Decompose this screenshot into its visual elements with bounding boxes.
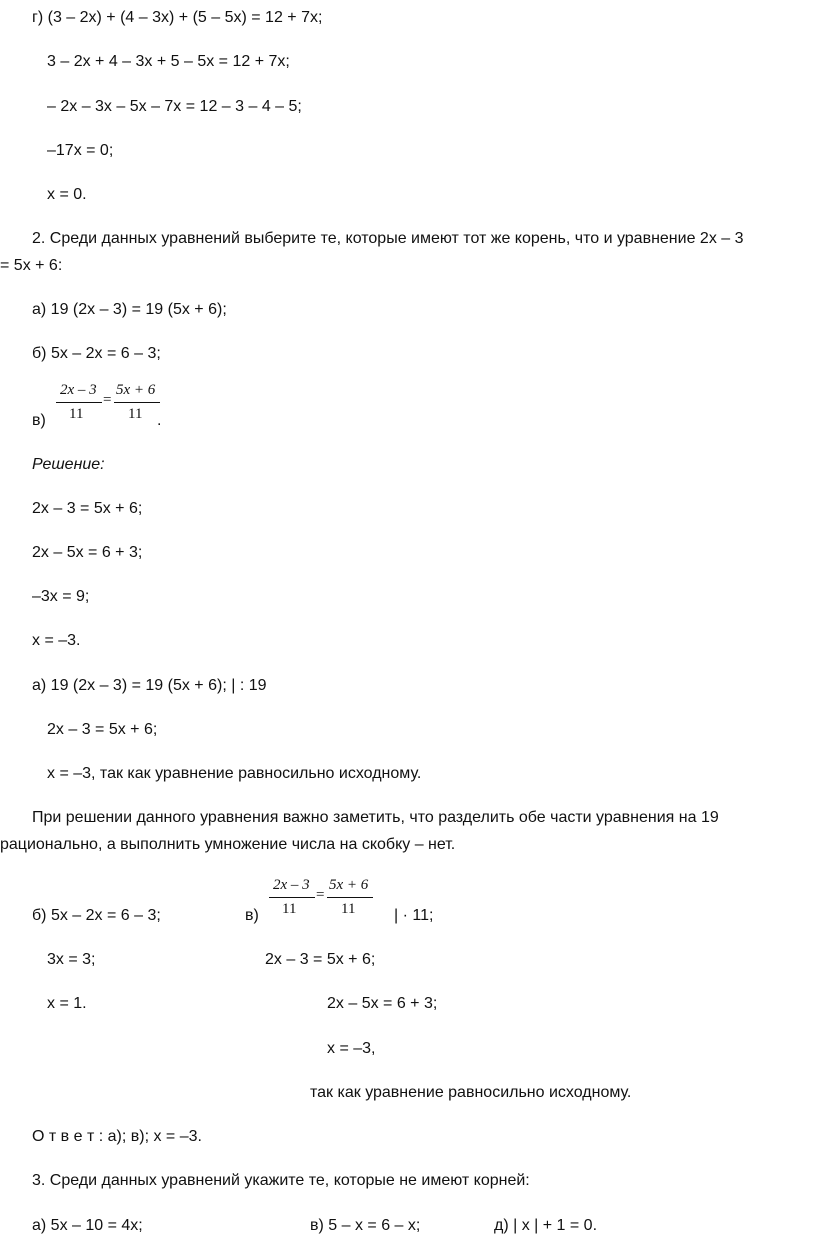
- v-solution-line: 2x – 5x = 6 + 3;: [327, 995, 438, 1012]
- solution-line: 2x – 3 = 5x + 6;: [32, 500, 143, 517]
- problem-g-step: –17x = 0;: [47, 142, 114, 159]
- v-solution-conclusion: так как уравнение равносильно исходному.: [310, 1084, 632, 1101]
- fraction-right-numerator: 5x + 6: [329, 877, 369, 893]
- problem-g-step: x = 0.: [47, 186, 87, 203]
- fraction-bar: [114, 402, 160, 403]
- v-solution-multiplier: | · 11;: [394, 907, 434, 924]
- fraction-left-denominator: 11: [282, 901, 297, 917]
- fraction-equation: [52, 382, 162, 426]
- fraction-left-denominator: 11: [69, 406, 84, 422]
- v-solution-line: x = –3,: [327, 1040, 376, 1057]
- note-paragraph-line2: рационально, а выполнить умножение числа на скобку – нет.: [0, 836, 456, 853]
- a-solution-line: 2x – 3 = 5x + 6;: [47, 721, 158, 738]
- fraction-bar: [56, 402, 102, 403]
- fraction-left-numerator: 2x – 3: [273, 877, 310, 893]
- problem-3-statement: 3. Среди данных уравнений укажите те, которые не имеют корней:: [32, 1172, 530, 1189]
- answer-value: а); в); x = –3.: [103, 1128, 202, 1145]
- problem-3-option-d: д) | x | + 1 = 0.: [494, 1217, 598, 1234]
- problem-g-step: – 2x – 3x – 5x – 7x = 12 – 3 – 4 – 5;: [47, 98, 302, 115]
- v-solution-label: в): [245, 907, 259, 924]
- fraction-equals: =: [103, 392, 112, 408]
- note-text: При решении данного уравнения важно заметить, что разделить обе части уравнения на 19: [32, 809, 719, 826]
- b-solution-line: б) 5x – 2x = 6 – 3;: [32, 907, 161, 924]
- problem-2-statement: 2. Среди данных уравнений выберите те, которые имеют тот же корень, что и уравнение 2x – 3: [32, 230, 744, 247]
- solution-line: x = –3.: [32, 632, 81, 649]
- answer-label: О т в е т :: [32, 1128, 104, 1145]
- problem-2-option-v-label: в): [32, 412, 46, 429]
- solution-label: Решение:: [32, 456, 105, 473]
- fraction-right-numerator: 5x + 6: [116, 382, 156, 398]
- problem-3-option-a: а) 5x – 10 = 4x;: [32, 1217, 143, 1234]
- answer-line: [32, 1127, 202, 1147]
- problem-g-step: 3 – 2x + 4 – 3x + 5 – 5x = 12 + 7x;: [47, 53, 290, 70]
- fraction-equals: =: [316, 887, 325, 903]
- b-solution-line: 3x = 3;: [47, 951, 96, 968]
- problem-2-option-b: б) 5x – 2x = 6 – 3;: [32, 345, 161, 362]
- fraction-equation: [265, 877, 375, 921]
- fraction-right-denominator: 11: [341, 901, 356, 917]
- solution-line: –3x = 9;: [32, 588, 90, 605]
- solution-line: 2x – 5x = 6 + 3;: [32, 544, 143, 561]
- problem-2-option-v-end: .: [157, 412, 162, 429]
- fraction-bar: [327, 897, 373, 898]
- problem-2-option-a: а) 19 (2x – 3) = 19 (5x + 6);: [32, 301, 227, 318]
- note-paragraph-line1: [0, 808, 812, 828]
- problem-3-option-v: в) 5 – x = 6 – x;: [310, 1217, 421, 1234]
- problem-g-header: г) (3 – 2x) + (4 – 3x) + (5 – 5x) = 12 + 7x;: [32, 9, 323, 26]
- fraction-left-numerator: 2x – 3: [60, 382, 97, 398]
- fraction-bar: [269, 897, 315, 898]
- a-solution-line: а) 19 (2x – 3) = 19 (5x + 6); | : 19: [32, 677, 267, 694]
- problem-2-statement-cont: = 5x + 6:: [0, 257, 63, 274]
- fraction-right-denominator: 11: [128, 406, 143, 422]
- b-solution-line: x = 1.: [47, 995, 87, 1012]
- v-solution-line: 2x – 3 = 5x + 6;: [265, 951, 376, 968]
- a-solution-line: x = –3, так как уравнение равносильно исходному.: [47, 765, 422, 782]
